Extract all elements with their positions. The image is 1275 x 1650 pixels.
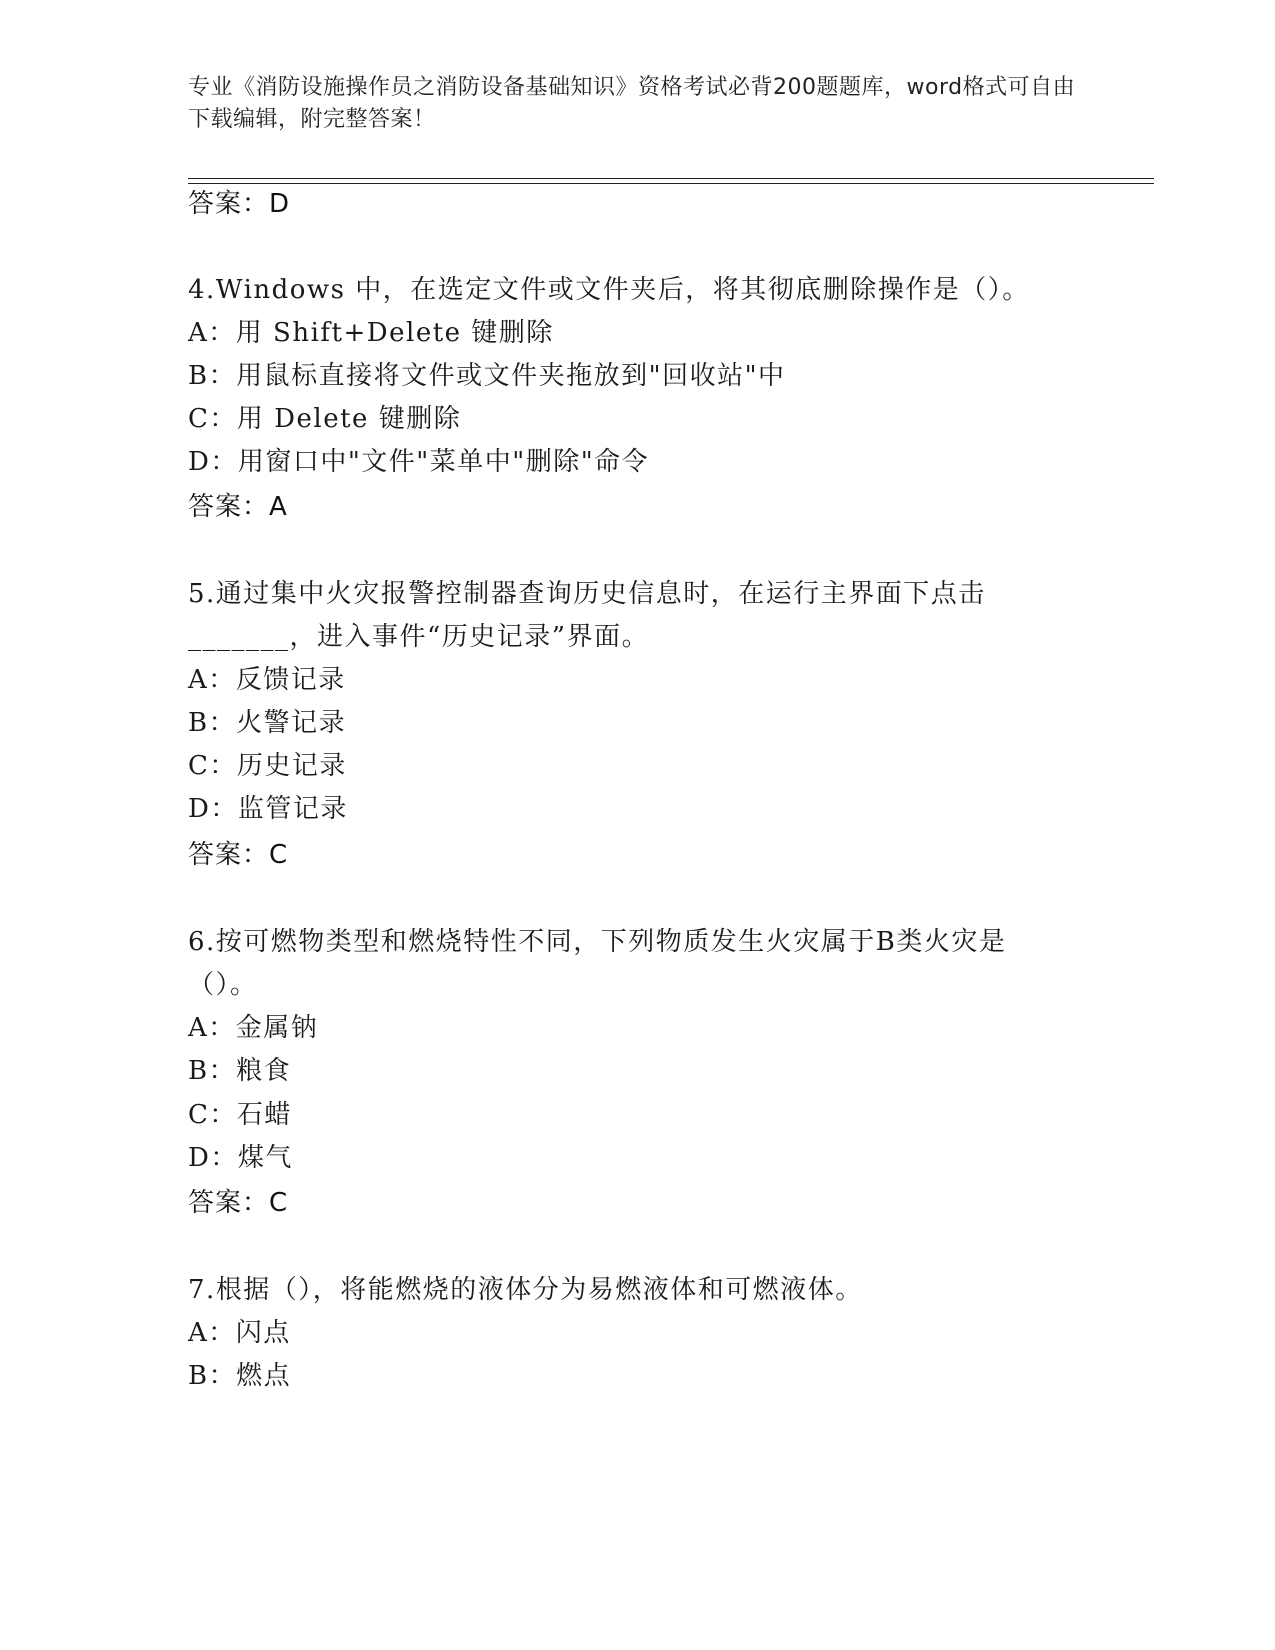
question-5-option-d: D：监管记录: [188, 794, 348, 824]
question-4-option-a: A：用 Shift+Delete 键删除: [188, 318, 554, 348]
question-4-option-b: B：用鼠标直接将文件或文件夹拖放到"回收站"中: [188, 361, 786, 391]
question-6-option-b: B：粮食: [188, 1056, 292, 1086]
header-divider-top: [188, 178, 1154, 179]
question-6-option-c: C：石蜡: [188, 1100, 292, 1130]
answer-line: 答案：D: [188, 189, 291, 219]
question-4-stem: 4.Windows 中，在选定文件或文件夹后，将其彻底删除操作是（）。: [188, 275, 1030, 305]
document-header: 专业《消防设施操作员之消防设备基础知识》资格考试必背200题题库，word格式可自由下载编辑，附完整答案！: [188, 75, 1076, 132]
question-5-option-b: B：火警记录: [188, 708, 347, 738]
question-7-option-a: A：闪点: [188, 1318, 291, 1348]
question-6-stem-line-1: 6.按可燃物类型和燃烧特性不同，下列物质发生火灾属于B类火灾是: [188, 927, 1007, 957]
question-5-option-c: C：历史记录: [188, 751, 347, 781]
question-6-answer: 答案：C: [188, 1188, 289, 1218]
question-4-option-c: C：用 Delete 键删除: [188, 404, 462, 434]
question-6-option-a: A：金属钠: [188, 1013, 319, 1043]
question-4-answer: 答案：A: [188, 492, 288, 522]
question-6-option-d: D：煤气: [188, 1143, 293, 1173]
question-5-option-a: A：反馈记录: [188, 665, 346, 695]
question-7-option-b: B：燃点: [188, 1361, 292, 1391]
question-5-answer: 答案：C: [188, 840, 289, 870]
question-4-option-d: D：用窗口中"文件"菜单中"删除"命令: [188, 447, 650, 477]
question-6-stem-line-2: （）。: [188, 970, 258, 1000]
question-7-stem: 7.根据（），将能燃烧的液体分为易燃液体和可燃液体。: [188, 1275, 863, 1305]
header-divider-bottom: [188, 183, 1154, 184]
question-5-stem-line-2: _______，进入事件“历史记录”界面。: [188, 622, 650, 652]
question-5-stem-line-1: 5.通过集中火灾报警控制器查询历史信息时，在运行主界面下点击: [188, 579, 986, 609]
